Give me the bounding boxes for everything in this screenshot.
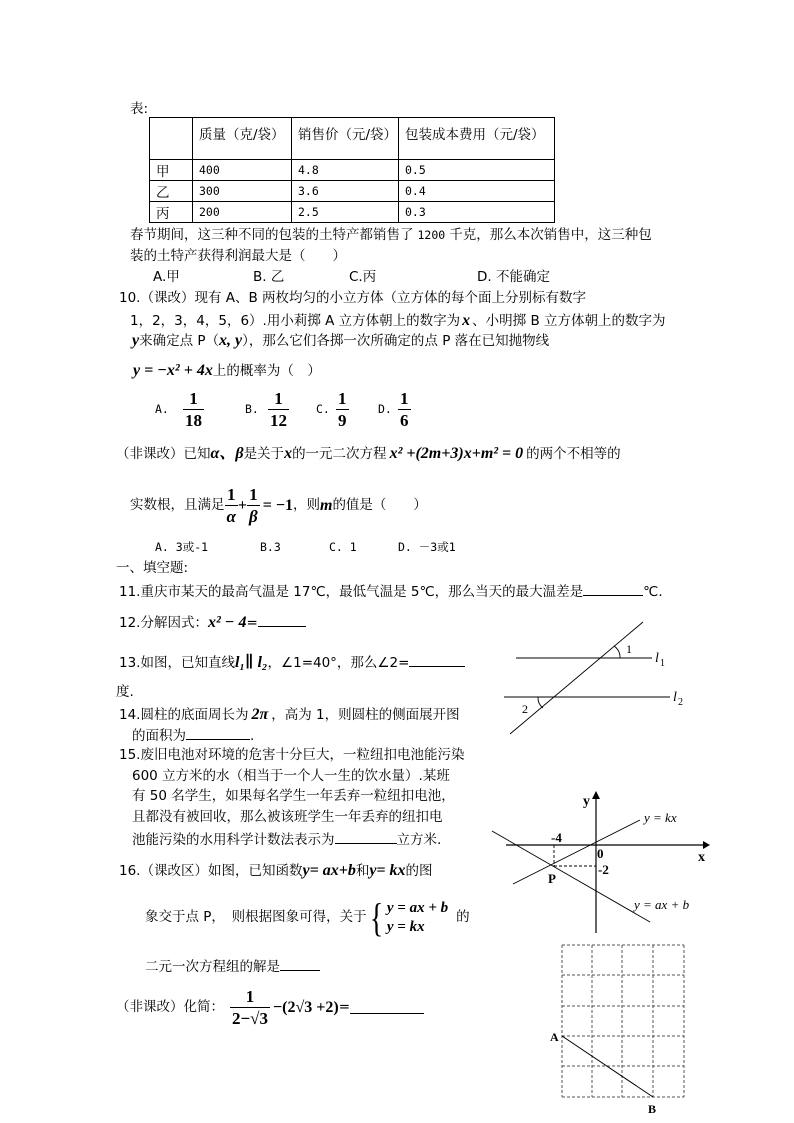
table-header-row [150,118,555,160]
transversal-line [510,622,643,734]
dashed-grid [562,945,684,1097]
option-label: D. [378,402,392,417]
line-kx [513,820,640,884]
text: 的一元二次方程 [292,446,387,462]
text: 14.圆柱的底面周长为 [119,707,249,723]
text: 的面积为 [132,728,186,744]
q10-option-b [245,390,289,430]
system-lines [387,899,448,937]
y-axis-label: y [583,794,590,809]
price-cell: 3.6 [292,181,399,202]
option-label: B. [245,402,259,417]
q15-line: 且都没有被回收，那么被该班学生一年丢弃的纽扣电 [132,809,443,825]
q15-line: 15.废旧电池对环境的危害十分巨大，一粒纽扣电池能污染 [119,747,465,763]
q12 [119,614,306,631]
l1-subscript: 1 [660,658,665,669]
q9-stem-line2: 装的土特产获得利润最大是（ ） [130,248,346,264]
q10-option-a [155,390,204,430]
q9-option-c: C.丙 [349,269,377,285]
q10b-option-d: D. －3或1 [398,540,456,554]
answer-blank[interactable] [409,654,465,667]
x-axis-arrow-icon [703,841,710,849]
equation-system [367,895,449,940]
answer-blank[interactable] [335,831,397,844]
answer-blank[interactable] [258,614,306,627]
expression: 2π [251,706,269,723]
text: 上的概率为（ ） [212,363,321,379]
text: 二元一次方程组的解是 [145,959,280,975]
text: 的图 [405,863,433,879]
point-a-label: A [550,1030,559,1044]
point-p-label: P [548,871,556,886]
text: 是关于 [243,446,285,462]
product-table [149,117,555,223]
var-y: y [132,332,140,349]
x-tick-label: -4 [551,830,562,845]
q9-stem-line1 [130,229,652,243]
quantity: 1200 [417,228,446,242]
expression: −(2√3 +2) [273,998,339,1016]
q10b-option-c: C. 1 [329,540,357,554]
price-cell: 4.8 [292,160,399,181]
section-title: 一、填空题: [116,560,189,576]
fraction-alpha [225,486,238,526]
cost-cell: 0.3 [399,202,555,223]
fraction [230,988,270,1028]
numerator: 1 [189,389,198,408]
expression: x² − 4 [207,614,247,631]
var-x: x [284,445,293,462]
text: 12.分解因式： [119,615,208,631]
plus-sign: + [237,496,248,514]
q14-line2 [132,727,254,744]
grid-figure [540,935,710,1120]
l2-subscript: 2 [678,697,683,708]
equation-rhs: = −1 [262,496,293,514]
fraction-beta [247,486,260,526]
denominator: β [249,506,258,526]
numerator: 1 [400,389,409,408]
y-axis-arrow-icon [592,791,600,799]
text: 11.重庆市某天的最高气温是 17℃，最低气温是 5℃，那么当天的最大温差是 [119,584,584,600]
quadratic-equation: x² +(2m+3)x+m² = 0 [389,445,524,462]
text: 、小明掷 B 立方体朝上的数字为 [472,313,666,329]
text: 象交于点 P， 则根据图象可得，关于 [145,909,367,926]
text: 池能污染的水用科学计数法表示为 [132,832,335,848]
q9-option-b: B. 乙 [253,269,285,285]
row-name: 丙 [150,202,193,223]
header-cell: 销售价（元/袋） [292,118,399,160]
parallel-lines: l₁∥ l₂ [234,654,268,671]
text: 1，2，3，4，5，6）.用小莉掷 A 立方体朝上的数字为 [130,313,461,329]
text: 16.（课改区）如图，已知函数 [119,863,303,879]
q11 [119,583,663,600]
denominator: 9 [338,410,347,430]
q10b-option-b: B.3 [260,540,281,554]
denominator: 18 [185,410,202,430]
q10b-option-a: A. 3或-1 [155,540,209,554]
mass-cell: 400 [193,160,292,181]
denominator: 12 [270,410,287,430]
text: （非课改）已知 [116,446,211,462]
q10-option-d [378,390,411,430]
row-name: 乙 [150,181,193,202]
angle2-label: 2 [522,702,528,716]
text: 实数根，且满足 [130,497,225,514]
q10-line1: 10.（课改）现有 A、B 两枚均匀的小立方体（立方体的每个面上分别标有数字 [119,290,587,306]
text: ，高为 1，则圆柱的侧面展开图 [271,707,460,723]
q10-line2 [130,313,666,329]
text: . [250,728,255,744]
equation-2: y = kx [386,919,425,935]
numerator: 1 [274,389,283,408]
text: 春节期间，这三种不同的包装的土特产都销售了 [130,227,414,243]
text: 千克，那么本次销售中，这三种包 [449,227,652,243]
mass-cell: 200 [193,202,292,223]
equation-1: y = ax + b [386,900,449,917]
y-tick-label: -2 [598,862,609,877]
q9-option-d: D. 不能确定 [477,269,550,285]
var-m: m [319,496,333,514]
row-name: 甲 [150,160,193,181]
brace-icon: { [369,895,384,940]
text: 的 [456,909,470,926]
angle1-arc [614,646,620,658]
point-coords: x, y [219,332,243,349]
l1-label: l [655,651,659,666]
equals: = [246,615,258,631]
fraction [183,390,204,430]
fraction [268,390,289,430]
point-b-label: B [648,1102,657,1116]
cost-cell: 0.5 [399,160,555,181]
text: 来确定点 P（ [139,333,220,349]
text: （非课改）化简： [116,999,224,1016]
denominator: α [226,506,236,526]
q10b-line2 [130,486,427,526]
q9-option-a: A.甲 [153,269,180,285]
mass-cell: 300 [193,181,292,202]
text: 13.如图，已知直线 [119,655,235,671]
q14-line1 [119,707,460,723]
q10-line4 [133,363,321,379]
fraction [336,390,349,430]
text: ），那么它们各掷一次所确定的点 P 落在已知抛物线 [242,333,550,349]
answer-blank[interactable] [280,958,320,971]
function-graph-figure [490,785,720,935]
line-kx-label: y = kx [644,810,677,825]
denominator: 2−√3 [232,1008,269,1028]
option-label: A. [155,402,169,417]
x-axis-label: x [698,850,705,865]
function-axb: y= ax+b [302,862,356,879]
header-cell: 包装成本费用（元/袋） [399,118,555,160]
option-label: C. [316,402,330,417]
fraction [398,390,411,430]
q13 [119,654,465,671]
var-x: x [462,312,471,329]
table-row [150,160,555,181]
header-cell: 质量（克/袋） [193,118,292,160]
denominator: 6 [400,410,409,430]
origin-label: 0 [597,846,604,861]
answer-blank[interactable] [583,583,643,596]
angle1-label: 1 [626,642,632,656]
function-kx: y= kx [369,862,406,879]
table-label: 表: [130,101,149,117]
cost-cell: 0.4 [399,181,555,202]
q15-last-line [132,831,441,848]
numerator: 1 [245,987,255,1006]
q10-line3 [132,333,549,349]
text: 的两个不相等的 [526,446,621,462]
answer-blank[interactable] [186,727,250,740]
text: ，∠1=40°，那么∠2= [267,655,410,671]
q16-line3 [145,958,320,975]
numerator: 1 [338,389,347,408]
line-axb-label: y = ax + b [634,897,690,912]
equals: = [338,999,351,1016]
q15-line: 600 立方米的水（相当于一个人一生的饮水量）.某班 [132,768,450,784]
q13-tail: 度. [116,684,134,700]
parallel-lines-figure [490,620,700,740]
q10b-line1 [116,446,621,462]
l2-label: l [673,690,677,705]
q10-option-c [316,390,349,430]
price-cell: 2.5 [292,202,399,223]
unit: ℃. [643,584,663,600]
text: 的值是（ ） [332,497,427,514]
q16b [116,988,424,1028]
text: 和 [355,863,370,879]
q16-line1 [119,863,433,879]
table-row [150,202,555,223]
numerator: 1 [249,485,258,504]
text: ，则 [292,497,320,514]
q16-line2 [145,895,470,940]
answer-blank[interactable] [350,1001,424,1014]
text: 立方米. [396,832,442,848]
header-cell [150,118,193,160]
roots-alpha-beta: α、β [210,445,244,462]
q15-line: 有 50 名学生，如果每名学生一年丢弃一粒纽扣电池， [132,788,455,804]
numerator: 1 [226,485,236,504]
parabola-formula: y = −x² + 4x [133,362,213,379]
table-row [150,181,555,202]
